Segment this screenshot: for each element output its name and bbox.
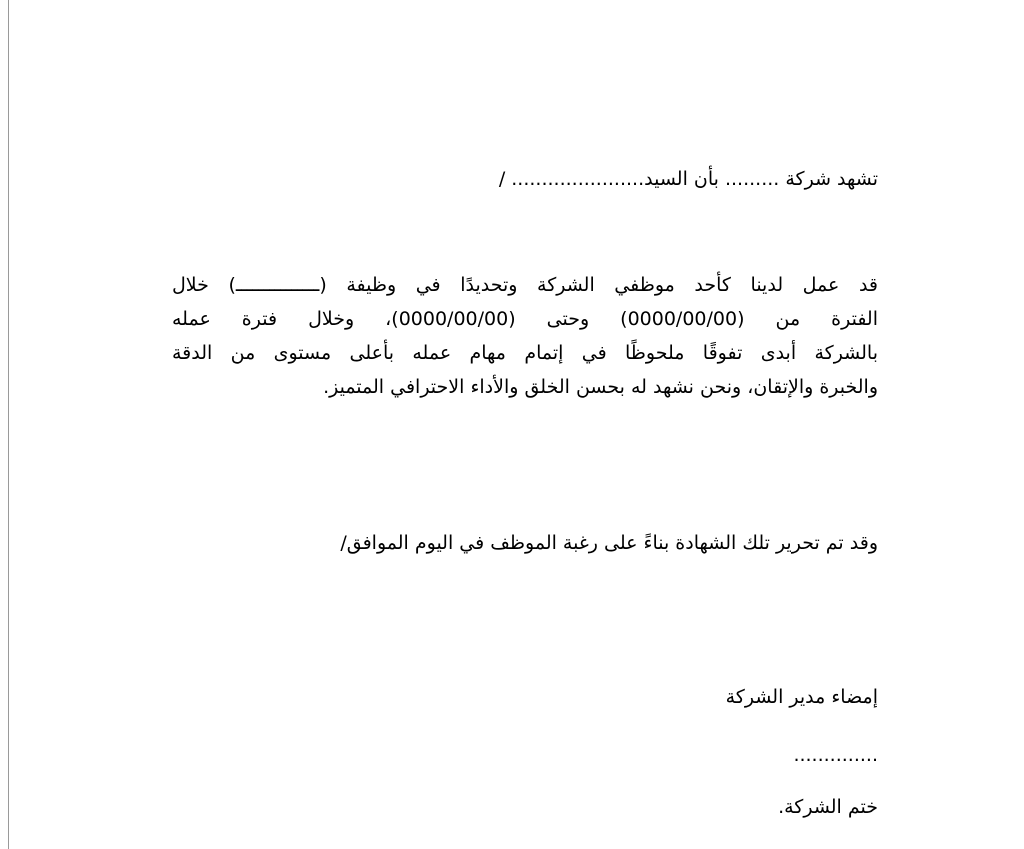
issued-line: وقد تم تحرير تلك الشهادة بناءً على رغبة الموظف في اليوم الموافق/ — [340, 532, 878, 554]
stamp-label: ختم الشركة. — [778, 796, 878, 818]
body-line-3: بالشركة أبدى تفوقًا ملحوظًا في إتمام مهام عمله بأعلى مستوى من الدقة — [172, 342, 878, 364]
document-page — [9, 0, 1024, 849]
signature-label: إمضاء مدير الشركة — [725, 686, 878, 708]
body-line-2: الفترة من (0000/00/00) وحتى (0000/00/00)، وخلال فترة عمله — [172, 308, 879, 330]
body-line-1: قد عمل لدينا كأحد موظفي الشركة وتحديدًا في وظيفة (ـــــــــــــــ) خلال — [172, 274, 878, 296]
certify-line: تشهد شركة ......... بأن السيد...................... / — [498, 168, 878, 190]
body-line-4: والخبرة والإتقان، ونحن نشهد له بحسن الخلق والأداء الاحترافي المتميز. — [323, 376, 878, 398]
signature-dots: .............. — [793, 744, 878, 766]
body-paragraph — [172, 268, 878, 404]
page-left-border — [0, 0, 9, 849]
